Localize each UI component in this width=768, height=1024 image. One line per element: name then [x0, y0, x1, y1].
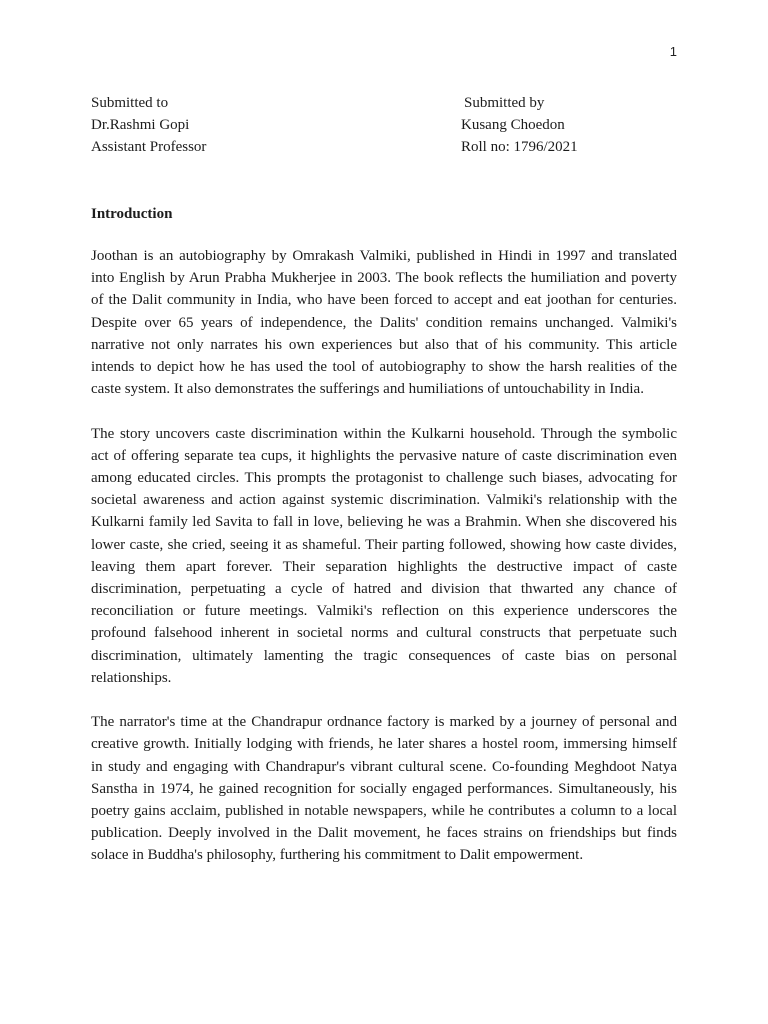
submitted-by-roll: Roll no: 1796/2021: [461, 139, 578, 155]
page-number: 1: [669, 44, 677, 59]
paragraph: The story uncovers caste discrimination within the Kulkarni household. Through the symbolic act of offering separate tea cups, it highlights the pervasive nature of caste discrimination even among educated circles. This prompts the protagonist to challenge such biases, advocating for societal awareness and action against systemic discrimination. Valmiki's relationship with the Kulkarni family led Savita to fall in love, believing he was a Brahmin. When she discovered his lower caste, she cried, seeing it as shameful. Their parting followed, showing how caste divides, leaving them apart forever. Their separation highlights the destructive impact of caste discrimination, perpetuating a cycle of hatred and division that thwarted any chance of reconciliation or future meetings. Valmiki's reflection on this experience underscores the profound falsehood inherent in societal norms and cultural constructs that perpetuate such discrimination, ultimately lamenting the tragic consequences of caste bias on personal relationships.: [91, 425, 677, 686]
submitted-by-name: Kusang Choedon: [461, 117, 565, 133]
submitted-by-block: [461, 92, 578, 158]
submitted-by-label: Submitted by: [464, 95, 545, 111]
paragraph: The narrator's time at the Chandrapur ordnance factory is marked by a journey of personal and creative growth. Initially lodging with friends, he later shares a hostel room, immersing himself in study and engaging with Chandrapur's vibrant cultural scene. Co-founding Meghdoot Natya Sanstha in 1974, he gained recognition for socially engaged performances. Simultaneously, his poetry gains acclaim, published in notable newspapers, while he contributes a column to a local publication. Deeply involved in the Dalit movement, he faces strains on friendships but finds solace in Buddha's philosophy, furthering his commitment to Dalit empowerment.: [91, 714, 677, 864]
section-title: Introduction: [91, 206, 173, 222]
submitted-to-name: Dr.Rashmi Gopi: [91, 117, 190, 133]
submitted-to-label: Submitted to: [91, 95, 169, 111]
paragraph: Joothan is an autobiography by Omrakash Valmiki, published in Hindi in 1997 and translated into English by Arun Prabha Mukherjee in 2003. The book reflects the humiliation and poverty of the Dalit community in India, who have been forced to accept and eat joothan for centuries. Despite over 65 years of independence, the Dalits' condition remains unchanged. Valmiki's narrative not only narrates his own experiences but also that of his community. This article intends to depict how he has used the tool of autobiography to show the harsh realities of the caste system. It also demonstrates the sufferings and humiliations of untouchability in India.: [91, 248, 677, 398]
submitted-to-designation: Assistant Professor: [91, 139, 207, 155]
submitted-to-block: [91, 92, 206, 158]
body-text: [91, 245, 677, 889]
